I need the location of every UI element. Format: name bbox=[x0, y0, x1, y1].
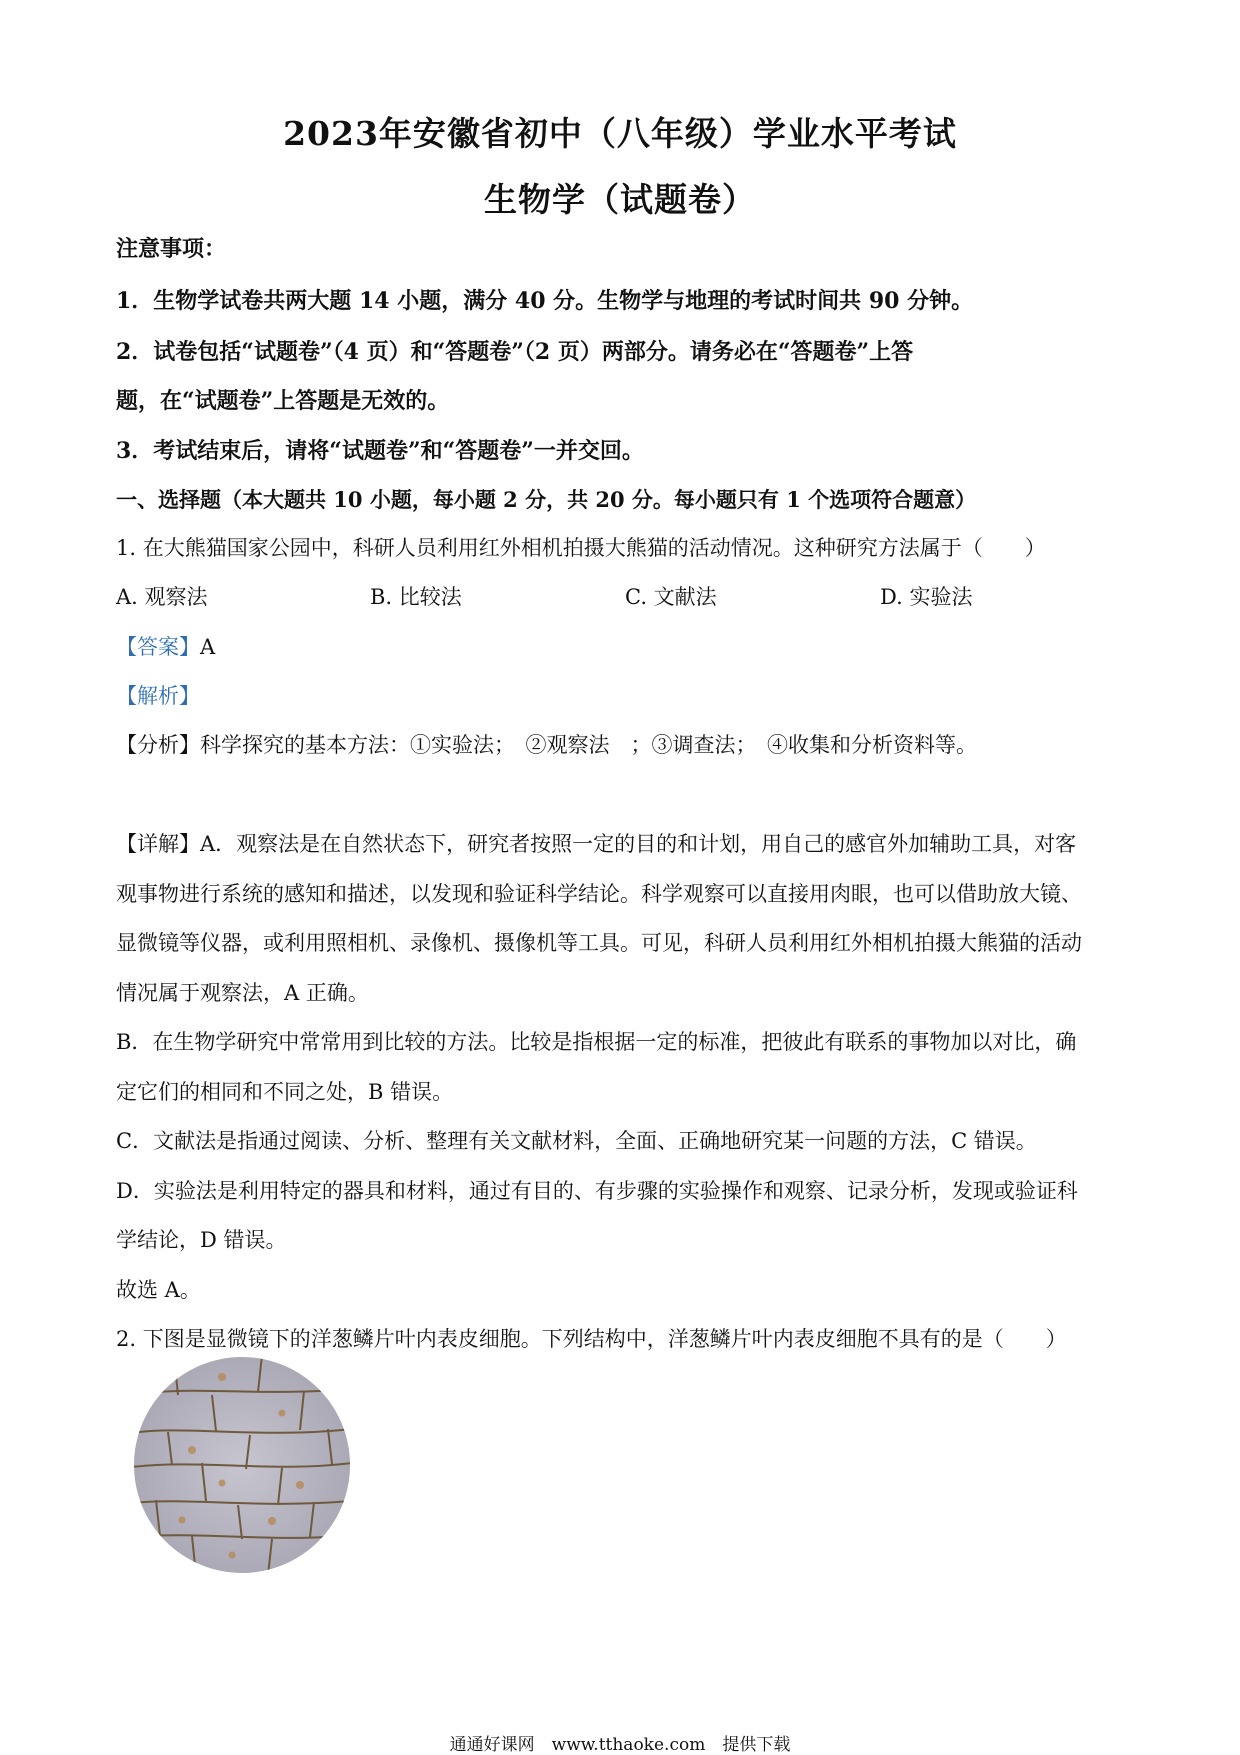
question-1-b-line-1: B．在生物学研究中常常用到比较的方法。比较是指根据一定的标准，把彼此有联系的事物加以对比，确 bbox=[116, 1030, 1077, 1054]
footer-watermark: 通通好课网 www.tthaoke.com 提供下载 bbox=[449, 1735, 791, 1755]
fenxi-tag: 【分析】 bbox=[116, 733, 200, 757]
question-1-analysis bbox=[116, 681, 1126, 711]
answer-tag: 【答案】 bbox=[116, 635, 200, 659]
question-1-fenxi bbox=[116, 730, 1126, 760]
question-1-detail-line-1 bbox=[116, 829, 1126, 859]
question-1-answer bbox=[116, 632, 1126, 662]
question-1-option-d: D. 实验法 bbox=[880, 585, 973, 609]
question-1-stem: 1. 在大熊猫国家公园中，科研人员利用红外相机拍摄大熊猫的活动情况。这种研究方法属于（ ） bbox=[116, 536, 1046, 560]
answer-value: A bbox=[200, 635, 216, 659]
notice-item-1: 1．生物学试卷共两大题 14 小题，满分 40 分。生物学与地理的考试时间共 90 分钟。 bbox=[116, 288, 974, 314]
question-1-detail-line-3: 显微镜等仪器，或利用照相机、录像机、摄像机等工具。可见，科研人员利用红外相机拍摄大熊猫的活动 bbox=[116, 931, 1082, 955]
notice-item-2-line-1: 2．试卷包括“试题卷”（4 页）和“答题卷”（2 页）两部分。请务必在“答题卷”上答 bbox=[116, 339, 914, 365]
notice-heading: 注意事项： bbox=[116, 236, 227, 262]
onion-epidermis-micrograph bbox=[132, 1355, 352, 1575]
notice-item-2-line-2: 题，在“试题卷”上答题是无效的。 bbox=[116, 388, 450, 414]
analysis-tag: 【解析】 bbox=[116, 684, 200, 708]
question-1-detail-line-2: 观事物进行系统的感知和描述，以发现和验证科学结论。科学观察可以直接用肉眼，也可以借助放大镜、 bbox=[116, 882, 1082, 906]
fenxi-text: 科学探究的基本方法：①实验法； ②观察法 ；③调查法； ④收集和分析资料等。 bbox=[200, 733, 977, 757]
question-1-option-b: B. 比较法 bbox=[370, 585, 462, 609]
question-1-c-line: C．文献法是指通过阅读、分析、整理有关文献材料，全面、正确地研究某一问题的方法，C 错误。 bbox=[116, 1129, 1037, 1153]
question-1-conclusion: 故选 A。 bbox=[116, 1278, 201, 1302]
notice-item-3: 3．考试结束后，请将“试题卷”和“答题卷”一并交回。 bbox=[116, 438, 644, 464]
question-1-d-line-1: D．实验法是利用特定的器具和材料，通过有目的、有步骤的实验操作和观察、记录分析，发现或验证科 bbox=[116, 1179, 1078, 1203]
detail-tag: 【详解】 bbox=[116, 832, 200, 856]
section-1-heading: 一、选择题（本大题共 10 小题，每小题 2 分，共 20 分。每小题只有 1 个选项符合题意） bbox=[116, 487, 977, 512]
question-1-option-c: C. 文献法 bbox=[625, 585, 717, 609]
detail-text: A．观察法是在自然状态下，研究者按照一定的目的和计划，用自己的感官外加辅助工具，对客 bbox=[200, 832, 1077, 856]
exam-title: 2023年安徽省初中（八年级）学业水平考试 bbox=[283, 114, 957, 153]
question-2-stem: 2. 下图是显微镜下的洋葱鳞片叶内表皮细胞。下列结构中，洋葱鳞片叶内表皮细胞不具有的是（ ） bbox=[116, 1327, 1067, 1351]
question-1-b-line-2: 定它们的相同和不同之处，B 错误。 bbox=[116, 1080, 454, 1104]
question-1-detail-line-4: 情况属于观察法，A 正确。 bbox=[116, 981, 369, 1005]
question-1-d-line-2: 学结论，D 错误。 bbox=[116, 1228, 287, 1252]
question-1-option-a: A. 观察法 bbox=[116, 585, 208, 609]
exam-subtitle: 生物学（试题卷） bbox=[484, 180, 756, 219]
